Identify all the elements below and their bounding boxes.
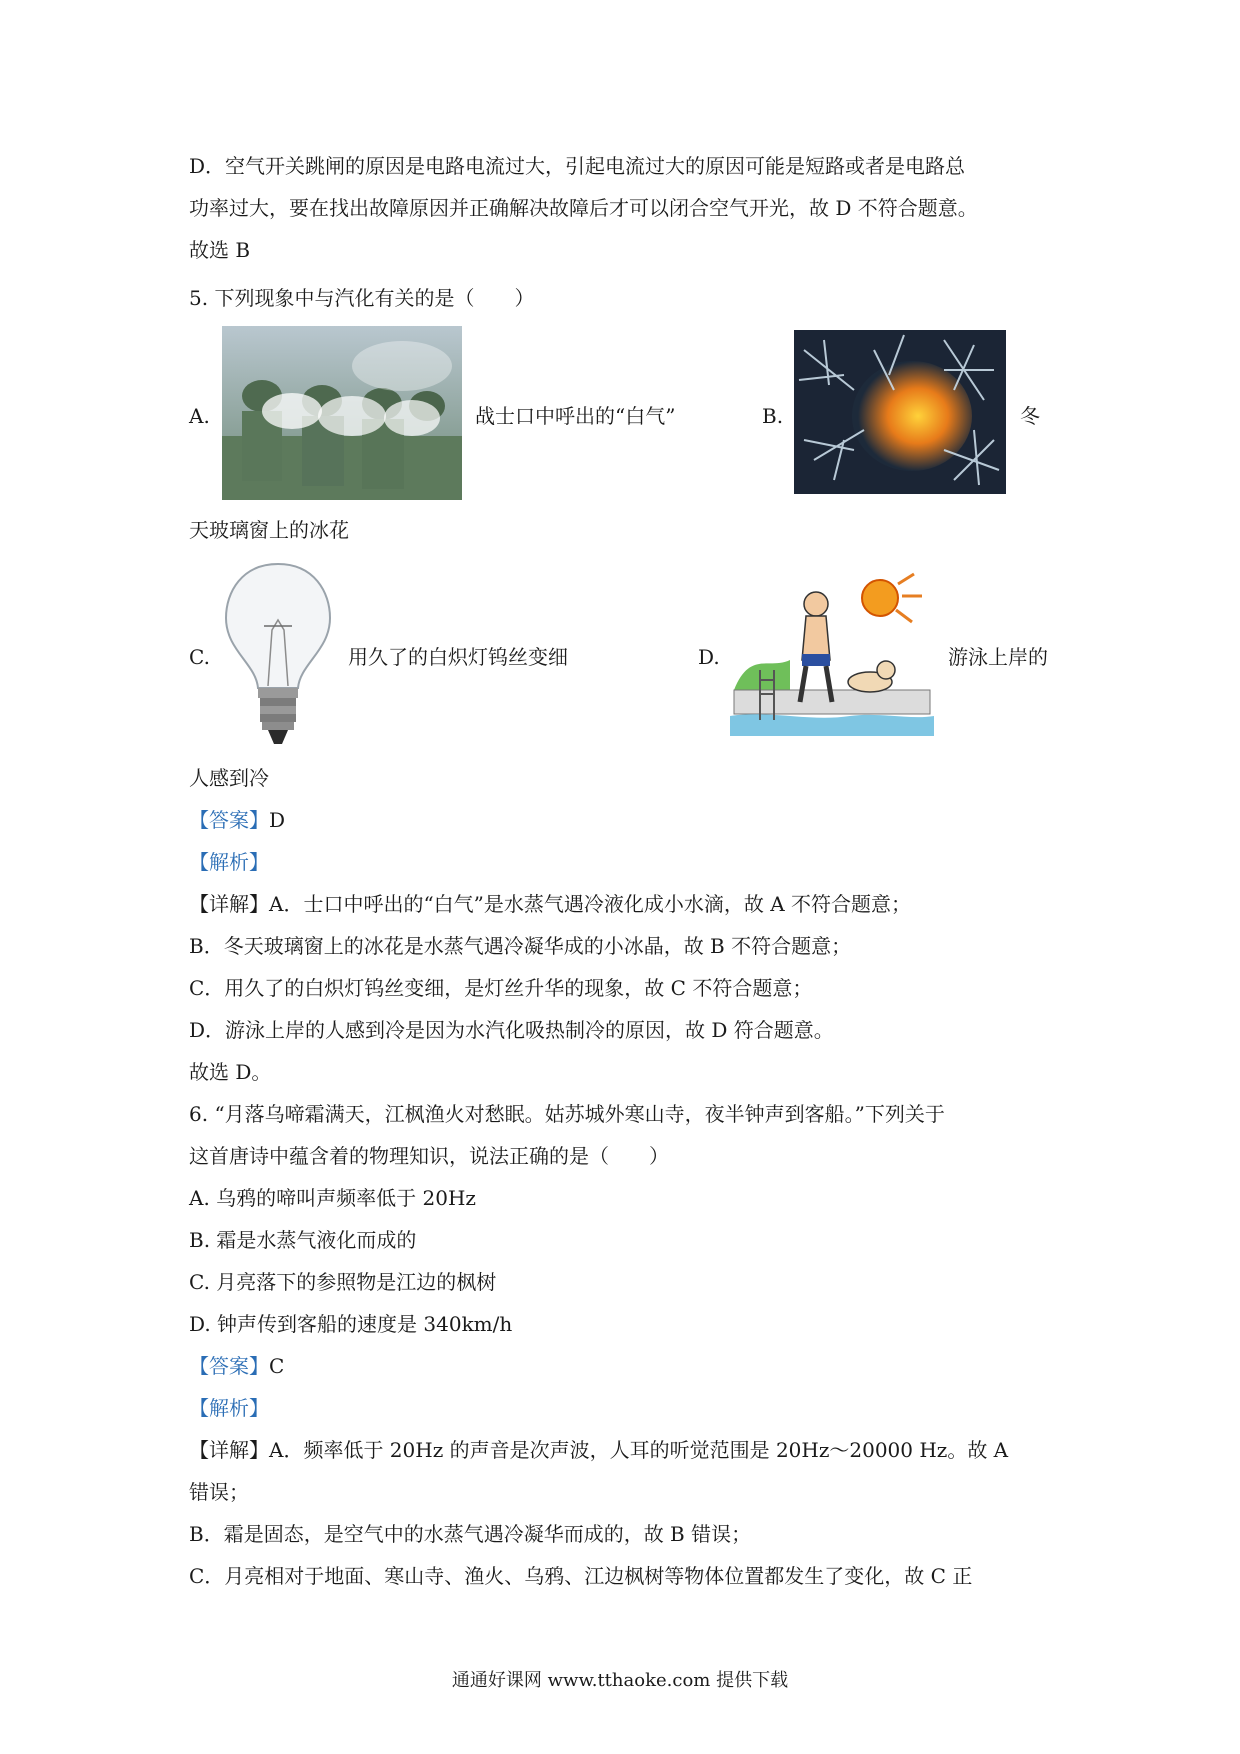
option-a-text: 战士口中呼出的“白气” bbox=[475, 404, 676, 428]
question-6: 6. “月落乌啼霜满天，江枫渔火对愁眠。姑苏城外寒山寺，夜半钟声到客船。”下列关于 bbox=[189, 1102, 945, 1126]
option-d-text-continued: 人感到冷 bbox=[189, 766, 269, 790]
light-bulb-image bbox=[222, 560, 334, 750]
option-b-text-continued: 天玻璃窗上的冰花 bbox=[189, 518, 349, 542]
option-line: A. 乌鸦的啼叫声频率低于 20Hz bbox=[189, 1186, 476, 1210]
page-footer: 通通好课网 www.tthaoke.com 提供下载 bbox=[451, 1670, 789, 1691]
detail-line: C．用久了的白炽灯钨丝变细，是灯丝升华的现象，故 C 不符合题意； bbox=[189, 976, 813, 1000]
answer-6 bbox=[189, 1352, 284, 1380]
option-line: D. 钟声传到客船的速度是 340km/h bbox=[189, 1312, 513, 1336]
detail-line: C．月亮相对于地面、寒山寺、渔火、乌鸦、江边枫树等物体位置都发生了变化，故 C 正 bbox=[189, 1564, 973, 1588]
text-line: 功率过大，要在找出故障原因并正确解决故障后才可以闭合空气开光，故 D 不符合题意。 bbox=[189, 196, 978, 220]
detail-line: B．霜是固态，是空气中的水蒸气遇冷凝华而成的，故 B 错误； bbox=[189, 1522, 752, 1546]
text-line: D．空气开关跳闸的原因是电路电流过大，引起电流过大的原因可能是短路或者是电路总 bbox=[189, 154, 966, 178]
option-line: B. 霜是水蒸气液化而成的 bbox=[189, 1228, 417, 1252]
answer-value: C bbox=[269, 1354, 285, 1378]
option-b-text: 冬 bbox=[1020, 404, 1040, 428]
soldiers-breath-image bbox=[222, 326, 462, 500]
detail-line: B．冬天玻璃窗上的冰花是水蒸气遇冷凝华成的小冰晶，故 B 不符合题意； bbox=[189, 934, 852, 958]
answer-5 bbox=[189, 806, 285, 834]
detail-line: 错误； bbox=[189, 1480, 249, 1504]
window-frost-image bbox=[794, 330, 1006, 494]
option-b-label: B. bbox=[762, 404, 784, 428]
answer-value: D bbox=[269, 808, 286, 832]
detail-line: D．游泳上岸的人感到冷是因为水汽化吸热制冷的原因，故 D 符合题意。 bbox=[189, 1018, 834, 1042]
swimmer-cold-image bbox=[730, 570, 934, 736]
question-5: 5. 下列现象中与汽化有关的是（ ） bbox=[189, 286, 535, 310]
question-6-continued: 这首唐诗中蕴含着的物理知识，说法正确的是（ ） bbox=[189, 1144, 669, 1168]
option-c-text: 用久了的白炽灯钨丝变细 bbox=[348, 645, 568, 669]
answer-tag: 【答案】 bbox=[189, 808, 269, 832]
option-line: C. 月亮落下的参照物是江边的枫树 bbox=[189, 1270, 497, 1294]
answer-tag: 【答案】 bbox=[189, 1354, 269, 1378]
option-c-label: C. bbox=[189, 645, 210, 669]
option-d-label: D. bbox=[698, 645, 720, 669]
analysis-tag: 【解析】 bbox=[189, 1396, 269, 1420]
option-a-label: A. bbox=[189, 404, 210, 428]
detail-line: 【详解】A．士口中呼出的“白气”是水蒸气遇冷液化成小水滴，故 A 不符合题意； bbox=[189, 892, 912, 916]
option-d-text: 游泳上岸的 bbox=[948, 645, 1048, 669]
detail-line: 【详解】A．频率低于 20Hz 的声音是次声波，人耳的听觉范围是 20Hz～20000 Hz。故 A bbox=[189, 1438, 1009, 1462]
detail-line: 故选 D。 bbox=[189, 1060, 272, 1084]
text-line: 故选 B bbox=[189, 238, 251, 262]
analysis-tag: 【解析】 bbox=[189, 850, 269, 874]
